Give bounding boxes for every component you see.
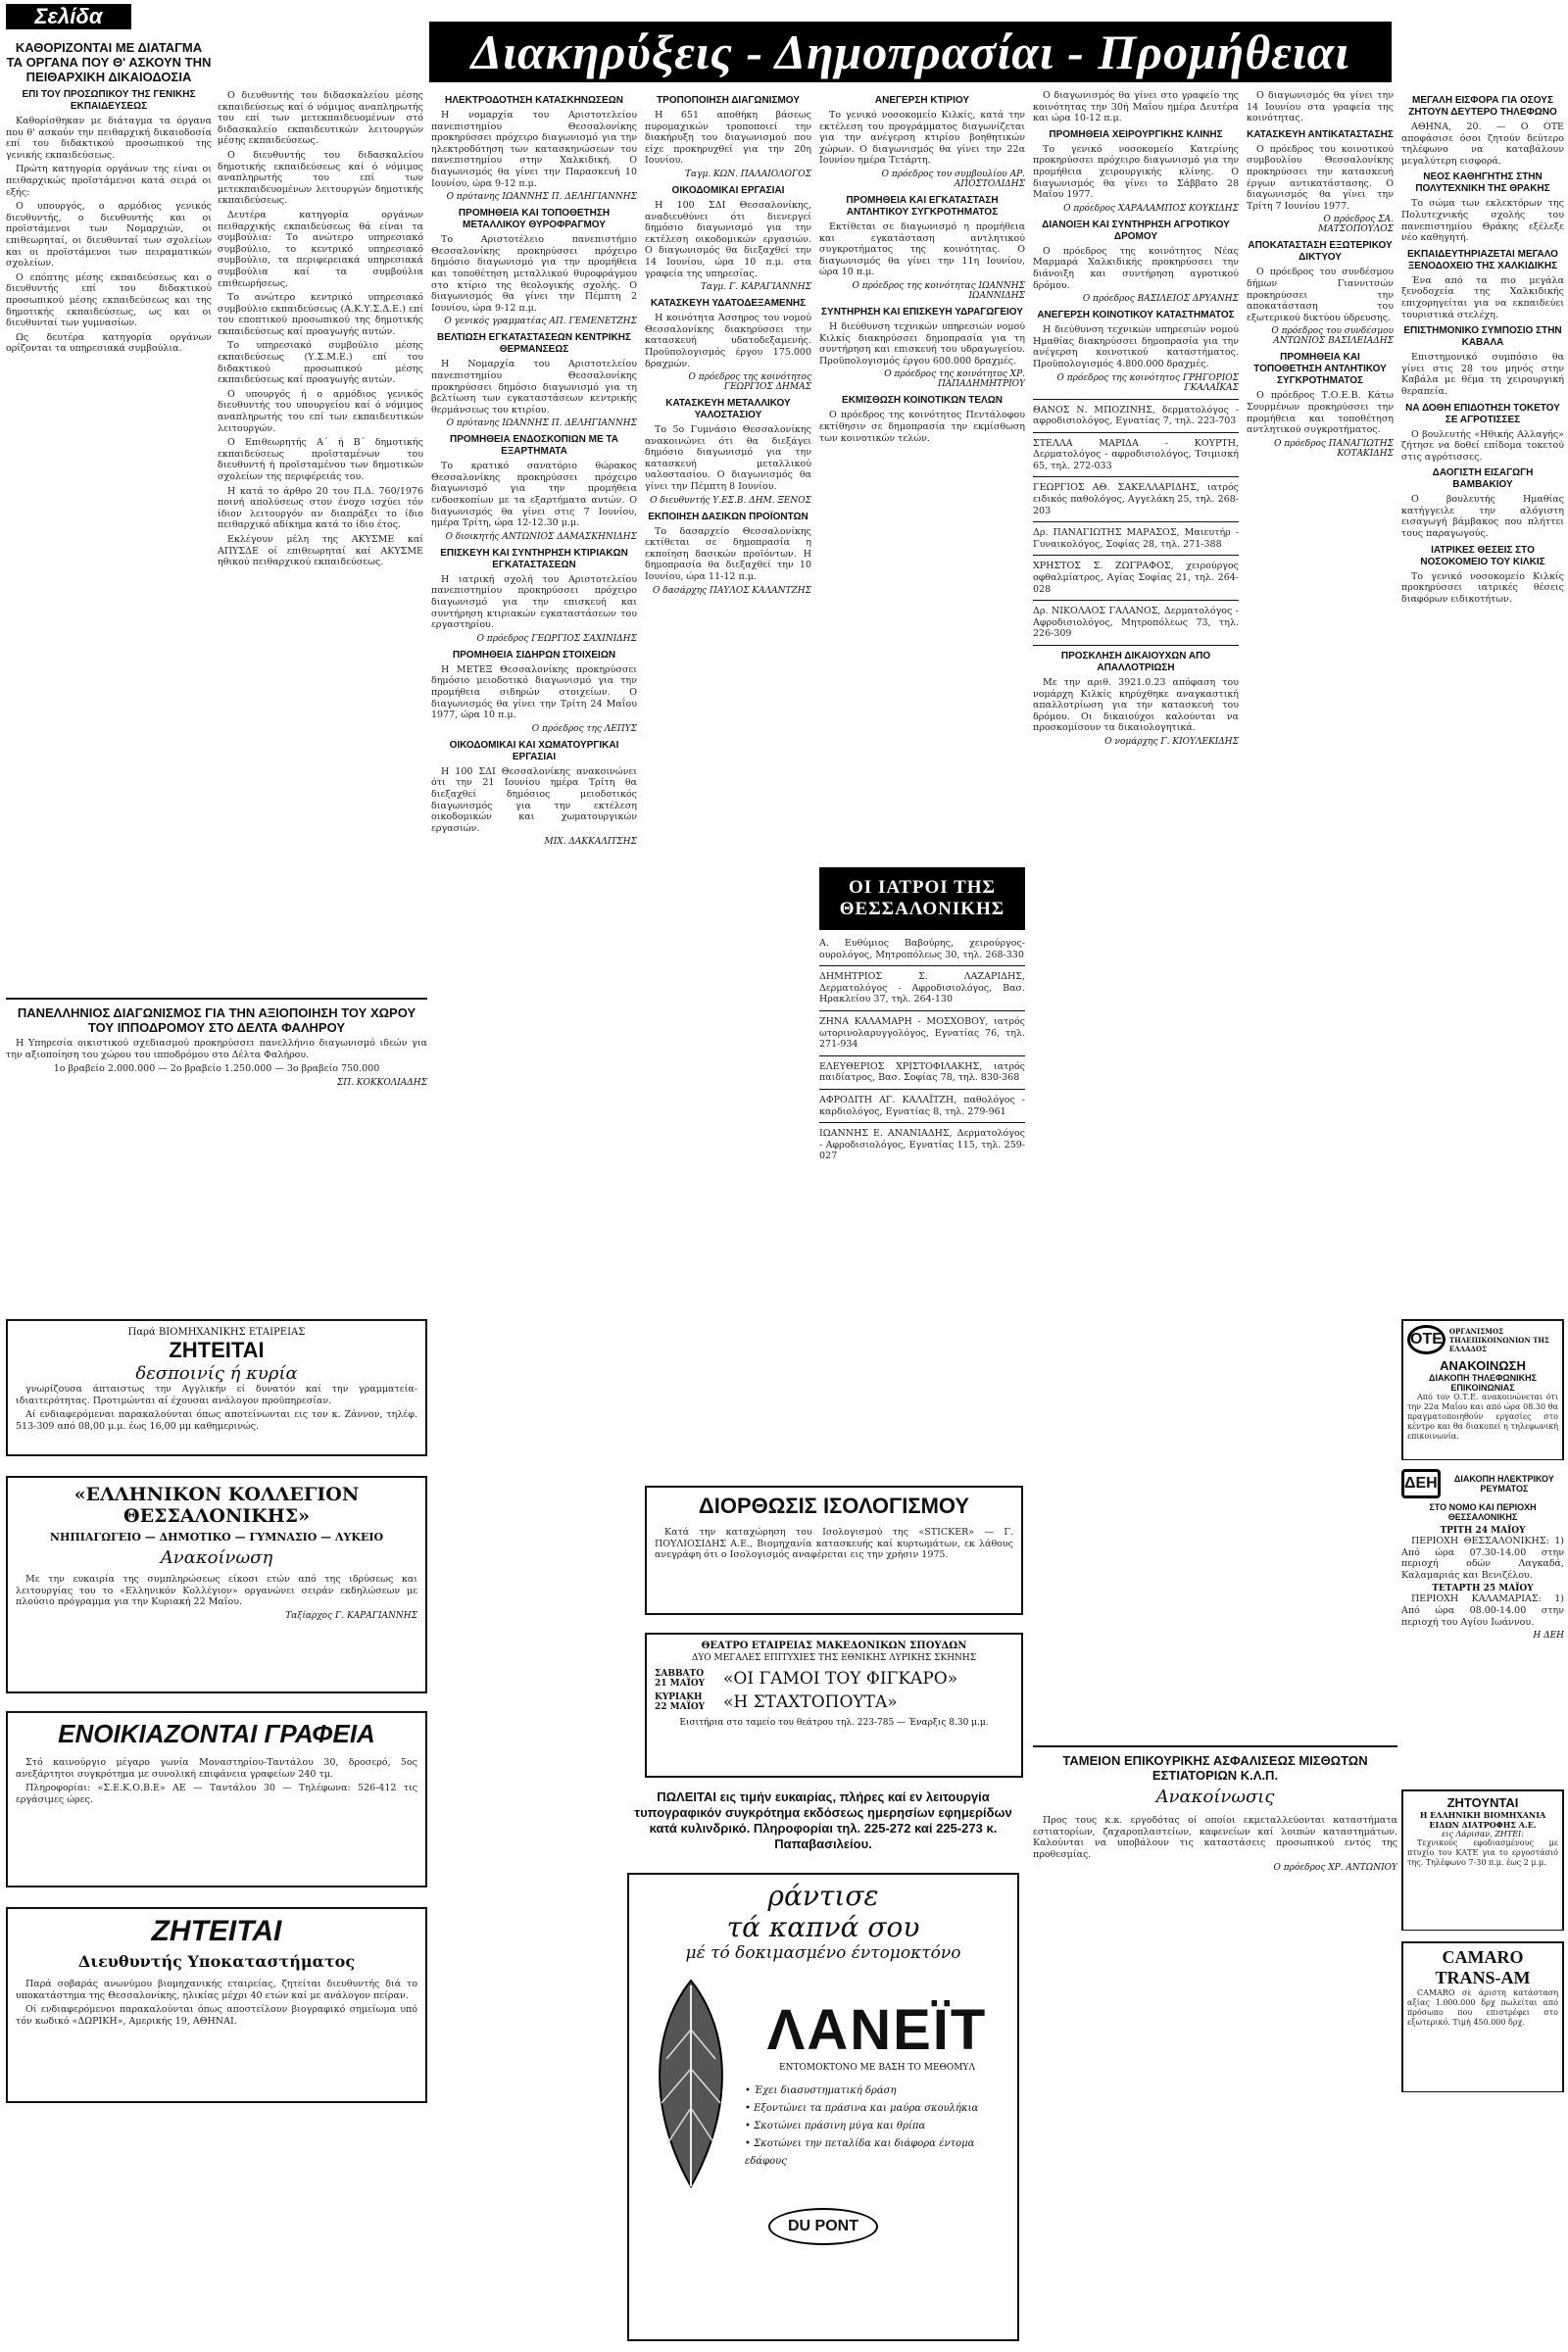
article-text: Ως δευτέρα κατηγορία οργάνων ορίζονται τα υπηρεσιακά συμβούλια. <box>6 331 212 355</box>
notice-signature: Ο πρόεδρος ΧΑΡΑΛΑΜΠΟΣ ΚΟΥΚΙΔΗΣ <box>1063 203 1239 214</box>
ad-subtitle: Ανακοίνωση <box>160 1547 273 1568</box>
notice-text: Το γενικό νοσοκομείο Κατερίνης προκηρύσσει πρόχειρο διαγωνισμό για την προμήθεια χειρουργικής κλίνης. Ο διαγωνισμός θα γίνει το Σάββατο 28 Μαΐου 1977. <box>1033 143 1239 201</box>
notice-date: ΤΕΤΑΡΤΗ 25 ΜΑΪΟΥ <box>1432 1584 1534 1594</box>
news-text: Το σώμα των εκλεκτόρων της Πολυτεχνικής σχολής του πανεπιστημίου Θράκης εξέλεξε νέο καθηγητή. <box>1401 198 1564 244</box>
notice-signature: Ο πρόεδρος της κοινότητος ΧΡ. ΠΑΠΑΔΗΜΗΤΡΙΟΥ <box>884 369 1025 390</box>
notice-text: Η διεύθυνση τεχνικών υπηρεσιών νομού Ημαθίας διακηρύσσει δημοπρασία για την ανέγερση κοινοτικού καταστήματος. Προϋπολογισμός 4.800.000 δραχμές. <box>1033 324 1239 369</box>
article-signature: ΣΠ. ΚΟΚΚΟΛΙΑΔΗΣ <box>336 1077 427 1088</box>
prize-list: 1ο βραβείο 2.000.000 — 2ο βραβείο 1.250.000 — 3ο βραβείο 750.000 <box>53 1063 380 1075</box>
notice-heading: ΑΝΕΓΕΡΣΗ ΚΟΙΝΟΤΙΚΟΥ ΚΑΤΑΣΤΗΜΑΤΟΣ <box>1037 310 1235 321</box>
column-4 <box>645 90 811 1560</box>
notice-heading: ΟΙΚΟΔΟΜΙΚΑΙ ΕΡΓΑΣΙΑΙ <box>671 184 785 196</box>
article-headline: ΚΑΘΟΡΙΖΟΝΤΑΙ ΜΕ ΔΙΑΤΑΓΜΑ ΤΑ ΟΡΓΑΝΑ ΠΟΥ Θ' ΑΣΚΟΥΝ ΤΗΝ ΠΕΙΘΑΡΧΙΚΗ ΔΙΚΑΙΟΔΟΣΙΑ <box>6 40 212 84</box>
notice-heading: ΚΑΤΑΣΚΕΥΗ ΜΕΤΑΛΛΙΚΟΥ ΥΑΛΟΣΤΑΣΙΟΥ <box>665 398 791 421</box>
notice-heading: ΕΚΜΙΣΘΩΣΗ ΚΟΙΝΟΤΙΚΩΝ ΤΕΛΩΝ <box>842 395 1003 407</box>
notice-signature: Ο διοικητής ΑΝΤΩΝΙΟΣ ΔΑΜΑΣΚΗΝΙΔΗΣ <box>445 531 637 542</box>
notice-signature: Ο πρόεδρος της κοινότητος ΓΕΩΡΓΙΟΣ ΔΗΜΑΣ <box>688 372 811 393</box>
article-text: Ο επόπτης μέσης εκπαιδεύσεως και ο διευθυντής επί του διδακτικού προσωπικού μέσης εκπαιδεύσεως και της δημοτικής εκπαιδεύσεως, ως και οι διευθυνταί των γυμνασίων. <box>6 271 212 329</box>
notice-heading: ΤΡΟΠΟΠΟΙΗΣΗ ΔΙΑΓΩΝΙΣΜΟΥ <box>657 95 800 106</box>
ad-title: ΖΗΤΟΥΝΤΑΙ <box>1446 1795 1519 1810</box>
notice-signature: Ο πρύτανης ΙΩΑΝΝΗΣ Π. ΔΕΛΗΓΙΑΝΝΗΣ <box>446 192 637 203</box>
doctor-entry: ΓΕΩΡΓΙΟΣ ΑΘ. ΣΑΚΕΛΛΑΡΙΔΗΣ, ιατρός ειδικός παθολόγος, Αγγελάκη 25, τηλ. 268-203 <box>1033 482 1239 516</box>
notice-signature: Ο πρύτανης ΙΩΑΝΝΗΣ Π. ΔΕΛΗΓΙΑΝΝΗΣ <box>446 418 637 429</box>
column-3 <box>431 90 637 2344</box>
ad-signature: Ταξίαρχος Γ. ΚΑΡΑΓΙΑΝΝΗΣ <box>285 1610 417 1621</box>
article-text: Καθορίσθηκαν με διάταγμα τα όργανα που θ' ασκούν την πειθαρχική δικαιοδοσία επί του διδακτικού προσωπικού της γενικής εκπαιδεύσεως. <box>6 116 212 161</box>
notice-text: Ο πρόεδρος της κοινότητος Πεντάλοφου εκτίθησιν σε δημοπρασία την εκμίσθωση των κοινοτικών τελών. <box>819 410 1025 444</box>
doctor-entry: ΔΗΜΗΤΡΙΟΣ Σ. ΛΑΖΑΡΙΔΗΣ, Δερματολόγος - Αφροδισιολόγος, Βασ. Ηρακλείου 37, τηλ. 264-130 <box>819 971 1025 1005</box>
article-text: Εκλέγουν μέλη της ΑΚΥΣΜΕ καί ΑΠΥΣΔΕ οί επιθεωρηταί καί ΑΚΥΣΜΕ ηθικού πειθαρχικού εκπαιδεύσεως. <box>218 533 423 568</box>
column-8 <box>1401 90 1564 1310</box>
ad-text: Κατά την καταχώρηση του Ισολογισμού της «STICKER» — Γ. ΠΟΥΛΙΟΣΙΔΗΣ Α.Ε., Βιομηχανία κατασκευής καί κυρτωμάτων, εκ λάθους ανεγράφη ότι ο Ισολογισμός αναφέρεται εις την χρήσιν 1975. <box>655 1527 1013 1561</box>
notice-signature: Ο πρόεδρος του συμβουλίου ΑΡ. ΑΠΟΣΤΟΛΙΔΗΣ <box>881 169 1025 189</box>
ad-secretary <box>6 1313 427 1460</box>
notice-heading: ΠΡΟΣΚΛΗΣΗ ΔΙΚΑΙΟΥΧΩΝ ΑΠΟ ΑΠΑΛΛΟΤΡΙΩΣΗ <box>1060 651 1211 673</box>
news-headline: ΜΕΓΑΛΗ ΕΙΣΦΟΡΑ ΓΙΑ ΟΣΟΥΣ ΖΗΤΟΥΝ ΔΕΥΤΕΡΟ ΤΗΛΕΦΩΝΟ <box>1408 95 1557 118</box>
ad-text: Τεχνικούς εφοδιασμένους με πτυχίο του ΚΑΤΕ για το εργοστάσιό της. Τηλέφωνο 7-30 π.μ. έως 2 μ.μ. <box>1407 1838 1558 1867</box>
product-benefit: • Έχει διασυστηματική δράση <box>745 2084 897 2096</box>
column-7 <box>1247 90 1394 1327</box>
ote-organization: ΟΡΓΑΝΙΣΜΟΣ ΤΗΛΕΠΙΚΟΙΝΩΝΙΩΝ ΤΗΣ ΕΛΛΑΔΟΣ <box>1448 1326 1549 1353</box>
article-subhead: ΕΠΙ ΤΟΥ ΠΡΟΣΩΠΙΚΟΥ ΤΗΣ ΓΕΝΙΚΗΣ ΕΚΠΑΙΔΕΥΣΕΩΣ <box>22 89 196 112</box>
notice-heading: ΑΝΕΓΕΡΣΗ ΚΤΙΡΙΟΥ <box>874 95 970 106</box>
notice-text: Προς τους κ.κ. εργοδότας οί οποίοι εκμεταλλεύονται καταστήματα εστιατορίων, ζαχαροπλαστείων, καφενείων καί λοιπών καταστημάτων. Καλούνται να υποβάλουν τις καταστάσεις προσωπικού εντός της προθεσμίας. <box>1033 1815 1397 1860</box>
performance-date: ΣΑΒΒΑΤΟ 21 ΜΑΪΟΥ <box>655 1669 706 1689</box>
notice-text: Ο πρόεδρος της κοινότητος Νέας Μαρμαρά Χαλκιδικής προκηρύσσει την διάνοιξη και συντήρηση αγροτικού δρόμου. <box>1033 245 1239 291</box>
notice-signature: ΜΙΧ. ΔΑΚΚΑΛΙΤΣΗΣ <box>544 837 637 848</box>
news-headline: ΕΚΠΑΙΔΕΥΤΗΡΙΑΖΕΤΑΙ ΜΕΓΑΛΟ ΞΕΝΟΔΟΧΕΙΟ ΤΗΣ ΧΑΛΚΙΔΙΚΗΣ <box>1407 248 1558 271</box>
notice-text: Η κοινότητα Άσσηρος του νομού Θεσσαλονίκης διακηρύσσει την κατασκευή υδατοδεξαμενής. Προϋπολογισμός έργου 175.000 δραχμών. <box>645 313 811 369</box>
article-text: Ο διευθυντής του διδασκαλείου μέσης εκπαιδεύσεως καί ό νόμιμος αναπληρωτής του επί των μετεκπαιδευομένων στό διδασκαλείο εκπαιδευτικών λειτουργών μέσης εκπαιδεύσεως. <box>218 90 423 147</box>
page-section-tag: Σελίδα <box>6 4 131 29</box>
ad-camaro <box>1401 1936 1564 2092</box>
theatre-company: ΘΕΑΤΡΟ ΕΤΑΙΡΕΙΑΣ ΜΑΚΕΔΟΝΙΚΩΝ ΣΠΟΥΔΩΝ <box>701 1641 967 1651</box>
ad-title: ΔΙΟΡΘΩΣΙΣ ΙΣΟΛΟΓΙΣΜΟΥ <box>698 1494 970 1518</box>
notice-text: Το κρατικό σανατόριο θώρακος Θεσσαλονίκης προκηρύσσει πρόχειρο διαγωνισμό για την προμήθεια ενδοσκοπίων με τα εξαρτήματα αυτών. Ο διαγωνισμός θα γίνει στις 7 Ιουνίου, ημέρα Τρίτη, ώρα 12-12.30 μ.μ. <box>431 461 637 529</box>
performance-date: ΚΥΡΙΑΚΗ 22 ΜΑΪΟΥ <box>655 1692 706 1712</box>
news-headline: ΕΠΙΣΤΗΜΟΝΙΚΟ ΣΥΜΠΟΣΙΟ ΣΤΗΝ ΚΑΒΑΛΑ <box>1403 325 1562 349</box>
news-headline: ΙΑΤΡΙΚΕΣ ΘΕΣΕΙΣ ΣΤΟ ΝΟΣΟΚΟΜΕΙΟ ΤΟΥ ΚΙΛΚΙΣ <box>1420 544 1545 567</box>
doctors-title: ΟΙ ΙΑΤΡΟΙ ΤΗΣ ΘΕΣΣΑΛΟΝΙΚΗΣ <box>819 867 1025 930</box>
product-benefit-text: Σκοτώνει πράσινη μύγα και θρίπα <box>754 2120 926 2132</box>
doctor-entry: ΣΤΕΛΛΑ ΜΑΡΙΔΑ - ΚΟΥΡΤΗ, Δερματολόγος - αφροδισιολόγος, Τσιμισκή 65, τηλ. 272-033 <box>1033 437 1239 471</box>
theatre-info: Εισιτήρια στο ταμείο του θεάτρου τηλ. 223-785 — Έναρξις 8.30 μ.μ. <box>679 1718 989 1728</box>
ad-printing-equipment <box>627 1786 1019 1862</box>
article-text: Ο υπουργός, ο αρμόδιος γενικός διευθυντής, ο διευθυντής και οι προϊστάμενοι των Νομαρχιών, οι επιθεωρηταί, οι διευθυνταί των σχολείων και οι προϊστάμενοι των πειραματικών σχολείων. <box>6 201 212 270</box>
doctor-entry: ΖΗΝΑ ΚΑΛΑΜΑΡΗ - ΜΟΣΧΟΒΟΥ, ιατρός ωτορινολαρυγγολόγος, Εγνατίας 76, τηλ. 271-934 <box>819 1015 1025 1051</box>
product-benefit-text: Εξοντώνει τα πράσινα και μαύρα σκουλήκια <box>754 2102 979 2114</box>
ad-slogan: μέ τό δοκιμασμένο έντομοκτόνο <box>685 1943 961 1963</box>
notice-signature: Ο πρόεδρος του συνδέσμου ΑΝΤΩΝΙΟΣ ΒΑΣΙΛΕΙΑΔΗΣ <box>1271 326 1394 347</box>
notice-signature: Η ΔΕΗ <box>1533 1631 1564 1642</box>
doctor-entry: Δρ. ΠΑΝΑΓΙΩΤΗΣ ΜΑΡΑΣΟΣ, Μαιευτήρ - Γυναικολόγος, Σοφίας 28, τηλ. 271-388 <box>1033 527 1239 550</box>
ad-text: Με την ευκαιρία της συμπληρώσεως είκοσι ετών από της ιδρύσεως και λειτουργίας του το «Ελληνικόν Κολλέγιον» οργανώνει σειράν εκδηλώσεων με πλούσιο πρόγραμμα για την Κυριακή 22 Μαΐου. <box>16 1574 417 1608</box>
notice-text: Η ΜΕΤΕΞ Θεσσαλονίκης προκηρύσσει δημόσιο μειοδοτικό διαγωνισμό για την προμήθεια σιδηρών στοιχείων. Ο διαγωνισμός θα γίνει την Τρίτη 24 Μαΐου 1977, ώρα 10 π.μ. <box>431 663 637 721</box>
notice-signature: Ο πρόεδρος της κοινότητας ΙΩΑΝΝΗΣ ΙΩΑΝΝΙΔΗΣ <box>852 280 1025 301</box>
notice-heading: ΠΡΟΜΗΘΕΙΑ ΚΑΙ ΕΓΚΑΤΑΣΤΑΣΗ ΑΝΤΛΗΤΙΚΟΥ ΣΥΓΚΡΟΤΗΜΑΤΟΣ <box>846 194 999 218</box>
notice-text: Η διεύθυνση τεχνικών υπηρεσιών νομού Κιλκίς διακηρύσσει δημοπρασία για τη συντήρηση και επισκευή του υδραγωγείου. Προϋπολογισμός έργου 600.000 δραχμές. <box>819 320 1025 367</box>
notice-signature: Ταγμ. Γ. ΚΑΡΑΓΙΑΝΝΗΣ <box>700 282 811 293</box>
performance-title: «ΟΙ ΓΑΜΟΙ ΤΟΥ ΦΙΓΚΑΡΟ» <box>723 1669 958 1689</box>
ad-food-industry <box>1401 1784 1564 1931</box>
tobacco-leaf-icon <box>637 1971 745 2196</box>
doctor-entry: ΕΛΕΥΘΕΡΙΟΣ ΧΡΙΣΤΟΦΙΛΑΚΗΣ, ιατρός παιδίατρος, Βασ. Σοφίας 78, τηλ. 830-368 <box>819 1060 1025 1084</box>
ad-subtitle: εις Λάρισαν, ΖΗΤΕΙ: <box>1442 1830 1524 1838</box>
notice-text: Από τον Ο.Τ.Ε. ανακοινώνεται ότι την 22α Μαΐου και από ώρα 08.30 θα πραγματοποιηθούν εργασίες στο κέντρο και θα διακοπεί η τηλεφωνική επικοινωνία. <box>1407 1393 1558 1441</box>
notice-heading: ΤΑΜΕΙΟΝ ΕΠΙΚΟΥΡΙΚΗΣ ΑΣΦΑΛΙΣΕΩΣ ΜΙΣΘΩΤΩΝ ΕΣΤΙΑΤΟΡΙΩΝ Κ.Λ.Π. <box>1062 1753 1368 1783</box>
notice-heading: ΕΠΙΣΚΕΥΗ ΚΑΙ ΣΥΝΤΗΡΗΣΗ ΚΤΙΡΙΑΚΩΝ ΕΓΚΑΤΑΣΤΑΣΕΩΝ <box>440 547 628 570</box>
ad-text: ΠΩΛΕΙΤΑΙ εις τιμήν ευκαιρίας, πλήρες καί εν λειτουργία τυπογραφικόν συγκρότημα εκδόσεως ημερησίων εφημερίδων κατά κυλινδρικό. Πληροφορίαι τηλ. 225-272 καί 225-273 κ. Παπαβασιλείου. <box>634 1789 1012 1851</box>
product-benefit: • Σκοτώνει πράσινη μύγα και θρίπα <box>745 2120 926 2132</box>
ad-contact: Αί ενδιαφερόμεναι παρακαλούνται όπως αποτείνωνται εις τον κ. Ζάννον, τηλέφ. 513-309 από 08,00 μ.μ. έως 16,00 μμ καθημερινώς. <box>16 1409 417 1432</box>
notice-text: Η 100 ΣΔΙ Θεσσαλονίκης, αναδιευθύνει ότι διενεργεί δημόσιο διαγωνισμό για την εκτέλεση οικοδομικών εργασιών. Ο διαγωνισμός θα διεξαχθεί την 14 Ιουνίου, ώρα 10 π.μ. στα γραφεία της υπηρεσίας. <box>645 199 811 279</box>
notice-heading: ΚΑΤΑΣΚΕΥΗ ΥΔΑΤΟΔΕΞΑΜΕΝΗΣ <box>650 298 807 310</box>
notice-text: ΠΕΡΙΟΧΗ ΚΑΛΑΜΑΡΙΑΣ: 1) Από ώρα 08.00-14.00 στην περιοχή του Αγίου Ιωάννου. <box>1401 1593 1564 1628</box>
notice-heading: ΠΡΟΜΗΘΕΙΑ ΚΑΙ ΤΟΠΟΘΕΤΗΣΗ ΜΕΤΑΛΛΙΚΟΥ ΘΥΡΟΦΡΑΓΜΟΥ <box>458 208 611 231</box>
notice-title: ΑΝΑΚΟΙΝΩΣΗ <box>1440 1358 1526 1373</box>
notice-subtitle: Ανακοίνωσις <box>1155 1787 1275 1807</box>
ad-levels: ΝΗΠΙΑΓΩΓΕΙΟ — ΔΗΜΟΤΙΚΟ — ΓΥΜΝΑΣΙΟ — ΛΥΚΕΙΟ <box>49 1531 384 1544</box>
article-text: Ο υπουργός ή ο αρμόδιος γενικός διευθυντής του υπουργείου καί ό νόμιμος αναπληρωτής του επί των εκπαιδευτικών λειτουργών. <box>218 388 423 434</box>
notice-signature: Ο πρόεδρος ΠΑΝΑΓΙΩΤΗΣ ΚΟΤΑΚΙΔΗΣ <box>1274 438 1394 459</box>
news-text: Το γενικό νοσοκομείο Κιλκίς προκηρύσσει ιατρικές θέσεις διαφόρων ειδικοτήτων. <box>1401 570 1564 605</box>
doctor-entry: Α. Ευθύμιος Βαβούρης, χειρούργος-ουρολόγος, Μητροπόλεως 30, τηλ. 268-330 <box>819 938 1025 960</box>
article-text: Πρώτη κατηγορία οργάνων της είναι οι πειθαρχικώς προϊστάμενοι κατά σειρά οι εξής: <box>6 164 212 198</box>
notice-heading: ΒΕΛΤΙΩΣΗ ΕΓΚΑΤΑΣΤΑΣΕΩΝ ΚΕΝΤΡΙΚΗΣ ΘΕΡΜΑΝΣΕΩΣ <box>437 332 631 356</box>
ad-slogan: τά καπνά σου <box>726 1911 920 1943</box>
notice-text: Ο διαγωνισμός θα γίνει στο γραφείο της κοινότητας την 30ή Μαΐου ημέρα Δευτέρα και ώρα 10-12 π.μ. <box>1033 90 1239 124</box>
notice-heading: ΣΥΝΤΗΡΗΣΗ ΚΑΙ ΕΠΙΣΚΕΥΗ ΥΔΡΑΓΩΓΕΙΟΥ <box>821 306 1023 318</box>
ad-title: ΖΗΤΕΙΤΑΙ <box>151 1915 282 1947</box>
column-5 <box>819 90 1025 864</box>
ad-balance-correction <box>645 1480 1023 1617</box>
notice-signature: Ο δασάρχης ΠΑΥΛΟΣ ΚΑΛΑΝΤΖΗΣ <box>653 585 811 596</box>
notice-subtitle: ΔΙΑΚΟΠΗ ΤΗΛΕΦΩΝΙΚΗΣ ΕΠΙΚΟΙΝΩΝΙΑΣ <box>1428 1373 1538 1393</box>
notice-text: Η 651 αποθήκη βάσεως πυρομαχικών τροποποιεί την διακήρυξη του διαγωνισμού που είχε προκηρυχθεί για την 20η Ιουνίου. <box>645 110 811 167</box>
competition-article <box>6 992 427 1310</box>
article-text: Η κατά το άρθρο 20 του Π.Δ. 760/1976 ποινή απολύσεως στον ένοχο ισχύει τόν ίδιον λειτουργόν αν διαπράξει το ίδιο πειθαρχικό αδίκημα κατά το ίδιο έτος. <box>218 485 423 531</box>
article-text: Το υπηρεσιακό συμβούλιο μέσης εκπαιδεύσεως (Υ.Σ.Μ.Ε.) επί του διδακτικού προσωπικού μέσης εκπαιδεύσεως καί προαγωγής αυτών. <box>218 340 423 386</box>
ad-title: «ΕΛΛΗΝΙΚΟΝ ΚΟΛΛΕΓΙΟΝ ΘΕΣΣΑΛΟΝΙΚΗΣ» <box>74 1484 360 1527</box>
ad-subtitle: δεσποινίς ή κυρία <box>135 1363 298 1384</box>
ad-company: Παρά ΒΙΟΜΗΧΑΝΙΚΗΣ ΕΤΑΙΡΕΙΑΣ <box>127 1327 306 1338</box>
notice-signature: Ο πρόεδρος ΓΕΩΡΓΙΟΣ ΣΑΧΙΝΙΔΗΣ <box>476 633 637 644</box>
notice-text: Εκτίθεται σε διαγωνισμό η προμήθεια και εγκατάσταση αντλητικού συγκροτήματος της κοινότητας. Ο διαγωνισμός θα γίνει την 11η Ιουνίου, ώρα 10 π.μ. <box>819 220 1025 278</box>
product-benefit-text: Σκοτώνει την πεταλίδα και διάφορα έντομα εδάφους <box>745 2137 975 2167</box>
notice-text: Με την αριθ. 3921.0.23 απόφαση του νομάρχη Κιλκίς κηρύχθηκε αναγκαστική απαλλοτρίωση για την κατασκευή του δρόμου. Οι δικαιούχοι καλούνται να προσκομίσουν τα δικαιολογητικά. <box>1033 677 1239 734</box>
notice-text: Το 5ο Γυμνάσιο Θεσσαλονίκης ανακοινώνει ότι θα διεξάγει δημόσιο διαγωνισμό για την κατασκευή μεταλλικού υαλοστασίου. Ο διαγωνισμός θα γίνει την Πέμπτη 8 Ιουνίου. <box>645 424 811 493</box>
doctor-entry: ΘΑΝΟΣ Ν. ΜΠΟΖΙΝΗΣ, δερματολόγος - αφροδισιολόγος, Εγνατίας 7, τηλ. 223-703 <box>1033 404 1239 427</box>
ad-theatre <box>645 1627 1023 1779</box>
column-2 <box>218 90 423 987</box>
notice-heading: ΔΙΑΝΟΙΞΗ ΚΑΙ ΣΥΝΤΗΡΗΣΗ ΑΓΡΟΤΙΚΟΥ ΔΡΟΜΟΥ <box>1042 219 1230 242</box>
news-text: Επιστημονικό συμπόσιο θα γίνει στις 28 του μηνός στην Καβάλα με θέμα τη χειρουργική θεραπεία. <box>1401 352 1564 397</box>
notice-heading: ΠΡΟΜΗΘΕΙΑ ΧΕΙΡΟΥΡΓΙΚΗΣ ΚΛΙΝΗΣ <box>1049 128 1223 140</box>
notice-text: Ο πρόεδρος Τ.Ο.Ε.Β. Κάτω Σουρμένων προκηρύσσει την προμήθεια και τοποθέτηση αντλητικού συγκροτήματος. <box>1247 390 1394 436</box>
ad-text: γνωρίζουσα άπταιστως την Αγγλικήν εί δυνατόν καί την γραμματεία-ιδιαιτερότητας. Προτιμώνται αί έχουσαι ανάλογον προϋπηρεσίαν. <box>16 1384 417 1406</box>
dei-logo: ΔΕΗ <box>1401 1469 1441 1498</box>
ad-title: CAMARO TRANS-AM <box>1435 1947 1531 1987</box>
notice-signature: Ο νομάρχης Γ. ΚΙΟΥΛΕΚΙΔΗΣ <box>1104 736 1239 747</box>
notice-text: ΠΕΡΙΟΧΗ ΘΕΣΣΑΛΟΝΙΚΗΣ: 1) Από ώρα 07.30-14.00 στην περιοχή οδών Λαγκαδά, Καλαμαριάς και Βενιζέλου. <box>1401 1536 1564 1581</box>
ad-company: Η ΕΛΛΗΝΙΚΗ ΒΙΟΜΗΧΑΝΙΑ ΕΙΔΩΝ ΔΙΑΤΡΟΦΗΣ Α.Ε. <box>1419 1810 1546 1830</box>
notice-heading: ΠΡΟΜΗΘΕΙΑ ΣΙΔΗΡΩΝ ΣΤΟΙΧΕΙΩΝ <box>452 649 616 661</box>
notice-signature: Ο πρόεδρος ΒΑΣΙΛΕΙΟΣ ΔΡΥΑΝΗΣ <box>1082 294 1239 305</box>
ad-subtitle: Διευθυντής Υποκαταστήματος <box>77 1952 356 1971</box>
notice-text: Το Αριστοτέλειο πανεπιστήμιο Θεσσαλονίκης προκηρύσσει πρόχειρο δημόσιο διαγωνισμό για την προμήθεια και τοποθέτηση μεταλλικού θυροφράγμου στο κτίριο της θεολογικής σχολής. Ο διαγωνισμός θα γίνει την Πέμπτη 2 Ιουνίου, ώρα 9-12 π.μ. <box>431 234 637 314</box>
news-headline: ΝΕΟΣ ΚΑΘΗΓΗΤΗΣ ΣΤΗΝ ΠΟΛΥΤΕΧΝΙΚΗ ΤΗΣ ΘΡΑΚΗΣ <box>1415 172 1550 195</box>
notice-text: Ο διαγωνισμός θα γίνει την 14 Ιουνίου στα γραφεία της κοινότητας. <box>1247 90 1394 124</box>
doctor-entry: Δρ. ΝΙΚΟΛΑΟΣ ΓΑΛΑΝΟΣ, Δερματολόγος - Αφροδισιολόγος, Μητροπόλεως 73, τηλ. 226-309 <box>1033 606 1239 640</box>
notice-heading: ΠΡΟΜΗΘΕΙΑ ΚΑΙ ΤΟΠΟΘΕΤΗΣΗ ΑΝΤΛΗΤΙΚΟΥ ΣΥΓΚΡΟΤΗΜΑΤΟΣ <box>1253 352 1387 387</box>
notice-title: ΔΙΑΚΟΠΗ ΗΛΕΚΤΡΙΚΟΥ ΡΕΥΜΑΤΟΣ <box>1453 1474 1554 1494</box>
ad-title: ΖΗΤΕΙΤΑΙ <box>169 1338 265 1362</box>
notice-text: Ο πρόεδρος του κοινοτικού συμβουλίου Θεσσαλονίκης προκηρύσσει την κατασκευή έργων αντικατάστασης. Ο διαγωνισμός θα γίνει την Τρίτη 7 Ιουνίου 1977. <box>1247 143 1394 212</box>
product-brand: ΛΑΝΕΪΤ <box>766 1997 988 2062</box>
ad-contact: Πληροφορίαι: «Σ.Ε.Κ.Ο.Β.Ε» ΑΕ — Ταντάλου 30 — Τηλέφωνα: 526-412 τις εργάσιμες ώρες. <box>16 1783 417 1805</box>
notice-signature: Ο πρόεδρος της κοινότητος ΓΡΗΓΟΡΙΟΣ ΓΚΑΛΑΪΚΑΣ <box>1056 372 1239 393</box>
ad-text: Στό καινούργιο μέγαρο γωνία Μοναστηρίου-Ταντάλου 30, δροσερό, 5ος ανεξάρτητοι συγκρότημα με συνολική επιφάνεια γραφείων 240 τμ. <box>16 1757 417 1780</box>
notice-signature: Ο διευθυντής Υ.ΕΣ.Β. ΔΗΜ. ΞΕΝΟΣ <box>650 495 811 506</box>
ote-logo: ΟΤΕ <box>1407 1325 1446 1354</box>
column-6 <box>1033 90 1239 1737</box>
doctors-directory <box>819 867 1025 1328</box>
ad-slogan: ράντισε <box>767 1880 879 1912</box>
doctor-entry: ΑΦΡΟΔΙΤΗ ΑΓ. ΚΑΛΑΪΤΖΗ, παθολόγος - καρδιολόγος, Εγνατίας 8, τηλ. 279-961 <box>819 1094 1025 1117</box>
masthead <box>429 22 1392 82</box>
article-text: Ο διευθυντής του διδασκαλείου δημοτικής εκπαιδεύσεως καί ό νόμιμος αναπληρωτής του επί των μετεκπαιδευομένων λειτουργών δημοτικής εκπαιδεύσεως. <box>218 149 423 207</box>
pension-fund-notice <box>1033 1740 1397 2342</box>
doctor-entry: ΧΡΗΣΤΟΣ Σ. ΖΩΓΡΑΦΟΣ, χειρούργος οφθαλμίατρος, Αγίας Σοφίας 21, τηλ. 264-028 <box>1033 561 1239 595</box>
notice-signature: Ο πρόεδρος ΧΡ. ΑΝΤΩΝΙΟΥ <box>1273 1863 1397 1874</box>
notice-text: Η Νομαρχία του Αριστοτελείου πανεπιστημίου Θεσσαλονίκης προκηρύσσει δημόσιο διαγωνισμό για τη βελτίωση των εγκαταστάσεων κεντρικής θερμάνσεως του κτιρίου. <box>431 359 637 416</box>
news-headline: ΔΑΟΓΙΣΤΗ ΕΙΣΑΓΩΓΗ ΒΑΜΒΑΚΙΟΥ <box>1432 467 1534 491</box>
notice-text: Το δασαρχείο Θεσσαλονίκης εκτίθεται σε δημοπρασία η εκποίηση δασικών προϊόντων. Η δημοπρασία θα διεξαχθεί την 10 Ιουνίου, ώρα 11-12 π.μ. <box>645 525 811 583</box>
notice-signature: Ο πρόεδρος της ΛΕΠΥΣ <box>531 723 637 734</box>
notice-text: Η ιατρική σχολή του Αριστοτελείου πανεπιστημίου προκηρύσσει πρόχειρο διαγωνισμό για την επισκευή και συντήρηση κτιριακών εγκαταστάσεων του εργαστηρίου. <box>431 573 637 631</box>
notice-heading: ΗΛΕΚΤΡΟΔΟΤΗΣΗ ΚΑΤΑΣΚΗΝΩΣΕΩΝ <box>445 95 623 106</box>
theatre-subtitle: ΔΥΟ ΜΕΓΑΛΕΣ ΕΠΙΤΥΧΙΕΣ ΤΗΣ ΕΘΝΙΚΗΣ ΛΥΡΙΚΗΣ ΣΚΗΝΗΣ <box>691 1653 977 1663</box>
article-text: Δευτέρα κατηγορία οργάνων πειθαρχικής εκπαιδεύσεως θά είναι τα συμβούλια: Το ανώτερο υπηρεσιακό συμβούλιο, το κεντρικό υπηρεσιακό συμβούλιο, τα περιφερειακά υπηρεσιακά συμβούλια καί τα συμβούλια επιθεωρήσεως. <box>218 209 423 289</box>
article-text: Ο Επιθεωρητής Α΄ ή Β΄ δημοτικής εκπαιδεύσεως προϊσταμένων του διευθυντή ή προϊσταμένου των δημοτικών σχολείων της περιφέρειάς του. <box>218 437 423 482</box>
ad-college <box>6 1470 427 1695</box>
manufacturer-logo: DU PONT <box>768 2208 878 2245</box>
news-headline: ΝΑ ΔΟΘΗ ΕΠΙΔΟΤΗΣΗ ΤΟΚΕΤΟΥ ΣΕ ΑΓΡΟΤΙΣΣΕΣ <box>1405 402 1560 425</box>
product-subtitle: ΕΝΤΟΜΟΚΤΟΝΟ ΜΕ ΒΑΣΗ ΤΟ ΜΕΘΟΜΥΛ <box>779 2062 975 2073</box>
notice-heading: ΚΑΤΑΣΚΕΥΗ ΑΝΤΙΚΑΤΑΣΤΑΣΗΣ <box>1247 128 1394 140</box>
article-text: Το ανώτερο κεντρικό υπηρεσιακό συμβούλιο εκπαιδεύσεως (Α.Κ.Υ.Σ.Δ.Ε.) επί του εποπτικού προσωπικού της δημοτικής εκπαιδεύσεως καί προαγωγής αυτών. <box>218 292 423 337</box>
notice-signature: Ο γενικός γραμματέας ΑΠ. ΓΕΜΕΝΕΤΖΗΣ <box>444 317 637 327</box>
dei-notice <box>1401 1465 1564 1779</box>
notice-heading: ΑΠΟΚΑΤΑΣΤΑΣΗ ΕΞΩΤΕΡΙΚΟΥ ΔΙΚΤΥΟΥ <box>1248 240 1393 264</box>
notice-subtitle: ΣΤΟ ΝΟΜΟ ΚΑΙ ΠΕΡΙΟΧΗ ΘΕΣΣΑΛΟΝΙΚΗΣ <box>1429 1502 1537 1522</box>
notice-heading: ΟΙΚΟΔΟΜΙΚΑΙ ΚΑΙ ΧΩΜΑΤΟΥΡΓΙΚΑΙ ΕΡΓΑΣΙΑΙ <box>449 739 619 762</box>
doctor-entry: ΙΩΑΝΝΗΣ Ε. ΑΝΑΝΙΑΔΗΣ, Δερματολόγος - Αφροδισιολόγος, Εγνατίας 115, τηλ. 259-027 <box>819 1128 1025 1162</box>
news-text: Ο βουλευτής «Ηθικής Αλλαγής» ζήτησε να δοθεί επίδομα τοκετού στις αγρότισσες. <box>1401 428 1564 463</box>
notice-date: ΤΡΙΤΗ 24 ΜΑΪΟΥ <box>1440 1526 1526 1536</box>
product-benefit: • Σκοτώνει την πεταλίδα και διάφορα έντομα εδάφους <box>745 2137 975 2167</box>
performance-title: «Η ΣΤΑΧΤΟΠΟΥΤΑ» <box>723 1692 898 1712</box>
notice-heading: ΠΡΟΜΗΘΕΙΑ ΕΝΔΟΣΚΟΠΙΩΝ ΜΕ ΤΑ ΕΞΑΡΤΗΜΑΤΑ <box>450 434 618 458</box>
news-text: ΑΘΗΝΑ, 20. — Ο ΟΤΕ αποφάσισε όσοι ζητούν δεύτερο τηλέφωνο να καταβάλουν μεγαλύτερη εισφορά. <box>1401 122 1564 167</box>
ad-offices <box>6 1705 427 1891</box>
ad-text: Παρά σοβαράς ανωνύμου βιομηχανικής εταιρείας, ζητείται διευθυντής διά το υποκατάστημα της Θεσσαλονίκης, ηλικίας μέχρι 40 ετών καί με ανάλογον πείραν. <box>16 1979 417 2001</box>
ad-contact: Οί ενδιαφερόμενοι παρακαλούνται όπως αποστείλουν βιογραφικό σημείωμα υπό τόν κωδικό «ΔΩΡΙΚΗ», Αμερικής 19, ΑΘΗΝΑΙ. <box>16 2004 417 2027</box>
notice-text: Ο πρόεδρος του συνδέσμου δήμων Γιαννιτσών προκηρύσσει την αποκατάσταση του εξωτερικού δικτύου ύδρευσης. <box>1247 267 1394 323</box>
notice-text: Η νομαρχία του Αριστοτελείου πανεπιστημίου Θεσσαλονίκης προκηρύσσει πρόχειρο διαγωνισμό για την ηλεκτροδότηση των κατασκηνώσεων του πανεπιστημίου στην Χαλκιδική. Ο διαγωνισμός θα γίνει την Παρασκευή 10 Ιουνίου, ώρα 9-12 π.μ. <box>431 110 637 189</box>
masthead-title: Διακηρύξεις - Δημοπρασίαι - Προμήθειαι <box>470 24 1350 79</box>
product-benefit-text: Έχει διασυστηματική δράση <box>754 2084 897 2096</box>
article-headline: ΠΑΝΕΛΛΗΝΙΟΣ ΔΙΑΓΩΝΙΣΜΟΣ ΓΙΑ ΤΗΝ ΑΞΙΟΠΟΙΗΣΗ ΤΟΥ ΧΩΡΟΥ ΤΟΥ ΙΠΠΟΔΡΟΜΟΥ ΣΤΟ ΔΕΛΤΑ ΦΑΛΗΡΟΥ <box>17 1005 416 1035</box>
ad-text: CAMARO σε άριστη κατάσταση αξίας 1.000.000 δρχ πωλείται από πρόσωπο που επιστρέφει στο εξωτερικό. Τιμή 450.000 δρχ. <box>1407 1988 1558 2027</box>
ad-title: ΕΝΟΙΚΙΑΖΟΝΤΑΙ ΓΡΑΦΕΙΑ <box>58 1719 375 1748</box>
article-text: Η Υπηρεσία οικιστικού σχεδιασμού προκηρύσσει πανελλήνιο διαγωνισμό ιδεών για την αξιοποίηση του χώρου του ιπποδρόμου στο Δέλτα Φαλήρου. <box>6 1038 427 1060</box>
news-text: Ένα από τα πιο μεγάλα ξενοδοχεία της Χαλκιδικής επιχορηγείται για να εκπαιδεύει τουριστικά στελέχη. <box>1401 274 1564 320</box>
notice-text: Η 100 ΣΔΙ Θεσσαλονίκης ανακοινώνει ότι την 21 Ιουνίου ημέρα Τρίτη θα διεξαχθεί δημόσιος μειοδοτικός διαγωνισμός για την εκτέλεση οικοδομικών και χωματουργικών εργασιών. <box>431 765 637 834</box>
product-benefit: • Εξοντώνει τα πράσινα και μαύρα σκουλήκια <box>745 2102 979 2114</box>
notice-text: Το γενικό νοσοκομείο Κιλκίς, κατά την εκτέλεση του προγράμματος διαγωνίζεται για την ανέγερση κτιρίου βοηθητικών χώρων. Ο διαγωνισμός θα γίνει την 22α Ιουνίου ημέρα Τετάρτη. <box>819 110 1025 167</box>
ad-branch-manager <box>6 1901 427 2107</box>
ad-laneit <box>627 1867 1019 2342</box>
notice-heading: ΕΚΠΟΙΗΣΗ ΔΑΣΙΚΩΝ ΠΡΟΪΟΝΤΩΝ <box>648 511 808 522</box>
notice-signature: Ο πρόεδρος ΣΑ. ΜΑΤΣΟΠΟΥΛΟΣ <box>1318 215 1394 235</box>
news-text: Ο βουλευτής Ημαθίας κατήγγειλε την αλόγιστη εισαγωγή βάμβακος που πλήττει τους παραγωγούς. <box>1401 494 1564 540</box>
ote-notice <box>1401 1313 1564 1460</box>
notice-signature: Ταγμ. ΚΩΝ. ΠΑΛΑΙΟΛΟΓΟΣ <box>685 169 811 179</box>
